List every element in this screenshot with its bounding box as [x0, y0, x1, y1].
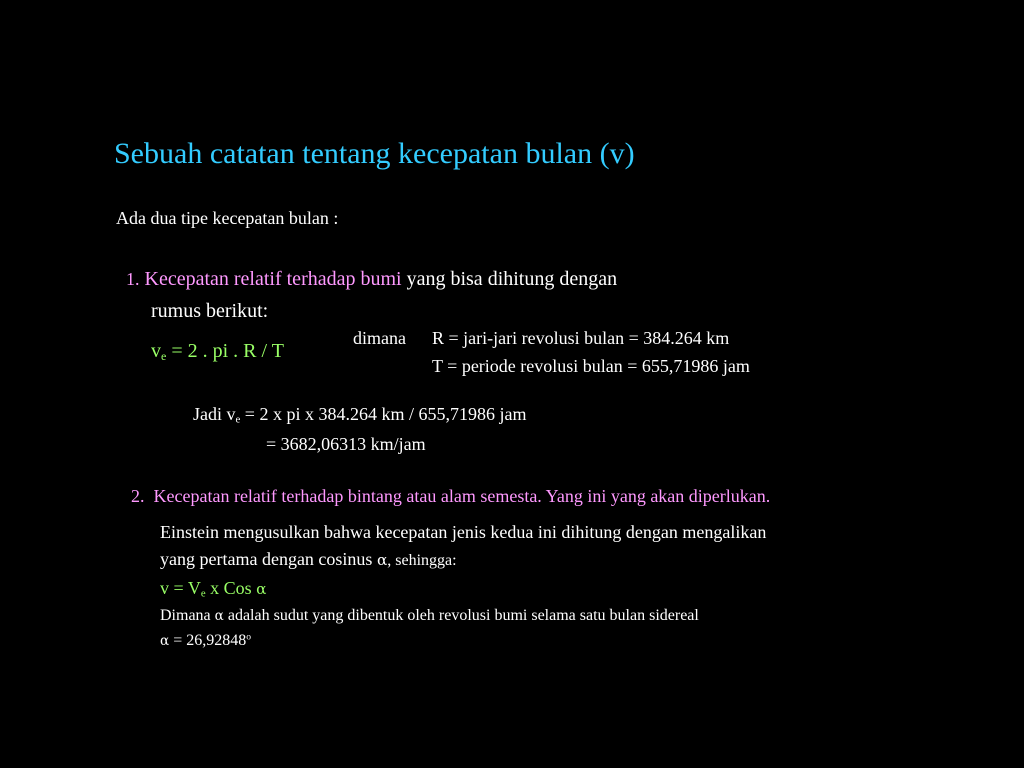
formula-v: v	[151, 340, 161, 362]
where-t: T = periode revolusi bulan = 655,71986 jam	[432, 356, 750, 376]
alpha-symbol: α	[160, 633, 170, 649]
intro-text: Ada dua tipe kecepatan bulan :	[116, 208, 339, 228]
note-rest: adalah sudut yang dibentuk oleh revolusi bumi selama satu bulan sidereal	[223, 607, 699, 624]
item2-formula-rest: x Cos	[205, 578, 257, 598]
item2-formula	[160, 578, 266, 599]
item1-line1	[126, 268, 617, 291]
item2-desc2	[160, 549, 457, 570]
alpha-symbol: α	[214, 608, 224, 624]
calc-line1-rest: = 2 x pi x 384.264 km / 655,71986 jam	[240, 404, 527, 424]
item2-number: 2.	[131, 486, 145, 506]
item2-value	[160, 632, 251, 650]
formula-sub-e: e	[161, 349, 167, 363]
item2-line1	[131, 486, 770, 507]
calc-line2: = 3682,06313 km/jam	[266, 434, 426, 454]
alpha-symbol: α	[376, 551, 388, 569]
item1-highlight: Kecepatan relatif terhadap bumi	[144, 268, 402, 290]
calc-line1	[193, 404, 526, 425]
item2-formula-lhs: v = V	[160, 578, 201, 598]
slide-title: Sebuah catatan tentang kecepatan bulan (v)	[114, 137, 635, 170]
item2-desc1: Einstein mengusulkan bahwa kecepatan jenis kedua ini dihitung dengan mengalikan	[160, 522, 767, 542]
item2-desc2-tail: , sehingga:	[387, 552, 457, 569]
where-label: dimana	[353, 328, 406, 348]
item2-text: Kecepatan relatif terhadap bintang atau alam semesta. Yang ini yang akan diperlukan.	[153, 486, 771, 506]
where-r: R = jari-jari revolusi bulan = 384.264 km	[432, 328, 730, 348]
calc-prefix: Jadi v	[193, 404, 236, 424]
alpha-symbol: α	[256, 580, 267, 598]
value-rest: = 26,92848	[169, 632, 247, 649]
note-prefix: Dimana	[160, 607, 215, 624]
degree-sup: o	[246, 631, 252, 643]
item1-number: 1.	[126, 269, 140, 289]
calc-sub-e: e	[235, 413, 241, 426]
formula-rest: = 2 . pi . R / T	[166, 340, 284, 362]
item1-line2: rumus berikut:	[151, 300, 269, 322]
item2-formula-sub-e: e	[200, 587, 206, 600]
item2-note	[160, 607, 699, 625]
item1-formula	[151, 340, 284, 363]
item1-rest: yang bisa dihitung dengan	[401, 268, 618, 290]
item2-desc2-text: yang pertama dengan cosinus	[160, 549, 377, 569]
